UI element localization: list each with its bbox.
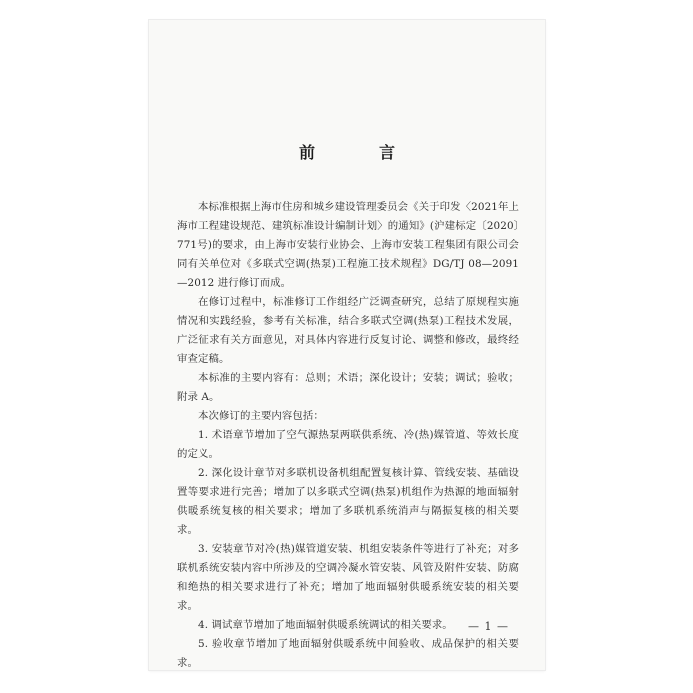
list-item-2: 2. 深化设计章节对多联机设备机组配置复核计算、管线安装、基础设置等要求进行完善；增加了以多联式空调(热泵)机组作为热源的地面辐射供暖系统复核的相关要求；增加了多联机系统消声与隔振复核的相关要求。 [177,467,519,536]
page-title: 前 言 [298,143,419,162]
list-item-4: 4. 调试章节增加了地面辐射供暖系统调试的相关要求。 [198,619,453,631]
paragraph-revision-summary: 本次修订的主要内容包括： [198,410,324,422]
paragraph-main-contents: 本标准的主要内容有：总则；术语；深化设计；安装；调试；验收；附录 A。 [177,372,519,403]
paragraph-revision-process: 在修订过程中，标准修订工作组经广泛调查研究，总结了原规程实施情况和实践经验，参考有关标准，结合多联式空调(热泵)工程技术发展，广泛征求有关方面意见，对具体内容进行反复讨论、调整和修改，最终经审查定稿。 [177,296,519,365]
document-page [149,20,545,670]
document-body [177,198,519,673]
list-item-1: 1. 术语章节增加了空气源热泵两联供系统、冷(热)媒管道、等效长度的定义。 [177,429,519,460]
paragraph-intro: 本标准根据上海市住房和城乡建设管理委员会《关于印发〈2021年上海市工程建设规范、建筑标准设计编制计划〉的通知》(沪建标定〔2020〕771号)的要求，由上海市安装行业协会、上海市安装工程集团有限公司会同有关单位对《多联式空调(热泵)工程施工技术规程》DG/TJ 08—2091—2012 进行修订而成。 [177,201,519,289]
list-item-5: 5. 验收章节增加了地面辐射供暖系统中间验收、成品保护的相关要求。 [177,638,519,669]
page-number: — 1 — [468,620,509,633]
list-item-3: 3. 安装章节对冷(热)媒管道安装、机组安装条件等进行了补充；对多联机系统安装内容中所涉及的空调冷凝水管安装、风管及附件安装、防腐和绝热的相关要求进行了补充；增加了地面辐射供暖系统安装的相关要求。 [177,543,519,612]
